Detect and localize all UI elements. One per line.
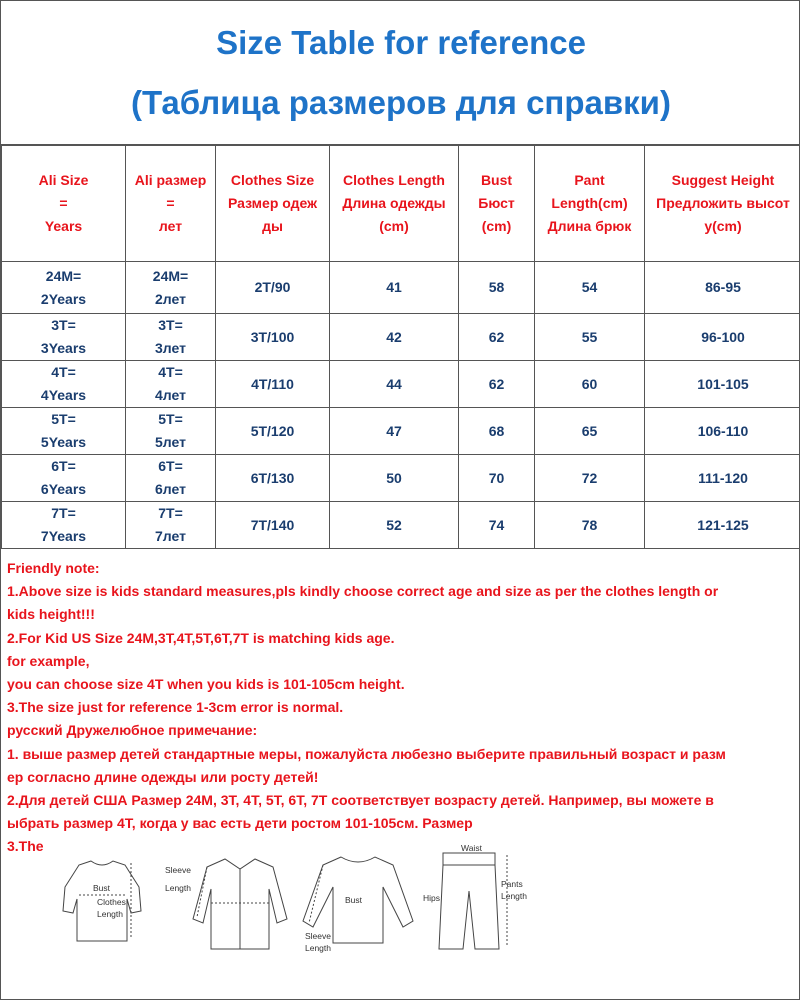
cell-pant-length: 60 <box>535 361 645 408</box>
cell-ali-size: 5T= 5Years <box>2 408 126 455</box>
cell-clothes-length: 42 <box>330 314 459 361</box>
measurement-diagram <box>57 839 537 957</box>
header-ali-size-ru: Ali размер = лет <box>126 146 216 262</box>
cell-ali-size: 24M= 2Years <box>2 262 126 314</box>
note-line: for example, <box>7 652 90 669</box>
cell-pant-length: 65 <box>535 408 645 455</box>
pants-label: Pants <box>501 879 523 889</box>
note-line: 3.The <box>7 838 44 855</box>
cell-height: 111-120 <box>645 455 800 502</box>
hips-label: Hips <box>423 893 441 903</box>
note-line: ыбрать размер 4T, когда у вас есть дети ростом 101-105см. Размер <box>7 815 473 832</box>
cell-height: 101-105 <box>645 361 800 408</box>
clothes-label: Clothes <box>97 897 126 907</box>
cell-bust: 68 <box>459 408 535 455</box>
cell-bust: 58 <box>459 262 535 314</box>
cell-pant-length: 54 <box>535 262 645 314</box>
cell-ali-size-ru: 7T= 7лет <box>126 502 216 549</box>
table-row <box>2 361 800 408</box>
cell-ali-size: 3T= 3Years <box>2 314 126 361</box>
cell-clothes-length: 47 <box>330 408 459 455</box>
cell-clothes-size: 3T/100 <box>216 314 330 361</box>
cell-clothes-length: 41 <box>330 262 459 314</box>
table-row <box>2 502 800 549</box>
note-line: kids height!!! <box>7 606 95 623</box>
sleeve2-label: Sleeve <box>305 931 331 941</box>
waist-label: Waist <box>461 843 482 853</box>
header-bust: Bust Бюст (cm) <box>459 146 535 262</box>
note-line: ер согласно длине одежды или росту детей! <box>7 768 319 785</box>
cell-bust: 74 <box>459 502 535 549</box>
size-table <box>1 145 800 549</box>
cell-clothes-length: 52 <box>330 502 459 549</box>
note-line: 3.The size just for reference 1-3cm error is normal. <box>7 699 344 716</box>
shirt-sketch <box>193 859 287 949</box>
cell-ali-size: 4T= 4Years <box>2 361 126 408</box>
cell-ali-size: 6T= 6Years <box>2 455 126 502</box>
length-label: Length <box>97 909 123 919</box>
note-line: 1.Above size is kids standard measures,pls kindly choose correct age and size as per the clothes length or <box>7 583 719 600</box>
header-ali-size: Ali Size = Years <box>2 146 126 262</box>
table-row <box>2 314 800 361</box>
sleeve2-length-label: Length <box>305 943 331 953</box>
table-row <box>2 262 800 314</box>
friendly-notes <box>7 557 799 859</box>
cell-ali-size-ru: 3T= 3лет <box>126 314 216 361</box>
cell-clothes-size: 6T/130 <box>216 455 330 502</box>
cell-height: 121-125 <box>645 502 800 549</box>
note-line: 1. выше размер детей стандартные меры, пожалуйста любезно выберите правильный возраст и разм <box>7 745 726 762</box>
header-clothes-size: Clothes Size Размер одеж ды <box>216 146 330 262</box>
diagram-bust-label: Bust <box>345 895 363 905</box>
table-row <box>2 455 800 502</box>
header-row <box>2 146 800 262</box>
title-russian: (Таблица размеров для справки) <box>131 84 671 121</box>
cell-height: 96-100 <box>645 314 800 361</box>
cell-height: 86-95 <box>645 262 800 314</box>
note-line: русский Дружелюбное примечание: <box>7 722 258 739</box>
cell-clothes-size: 4T/110 <box>216 361 330 408</box>
cell-clothes-length: 50 <box>330 455 459 502</box>
cell-clothes-size: 2T/90 <box>216 262 330 314</box>
pants-sketch <box>439 853 507 949</box>
bust-label: Bust <box>93 883 111 893</box>
cell-height: 106-110 <box>645 408 800 455</box>
title-banner <box>1 1 800 145</box>
cell-ali-size-ru: 5T= 5лет <box>126 408 216 455</box>
cell-pant-length: 78 <box>535 502 645 549</box>
cell-clothes-length: 44 <box>330 361 459 408</box>
cell-ali-size-ru: 24M= 2лет <box>126 262 216 314</box>
sleeve-label: Sleeve <box>165 865 191 875</box>
table-row <box>2 408 800 455</box>
header-suggest-height: Suggest Height Предложить высот у(cm) <box>645 146 800 262</box>
note-line: 2.For Kid US Size 24M,3T,4T,5T,6T,7T is matching kids age. <box>7 629 395 646</box>
cell-pant-length: 72 <box>535 455 645 502</box>
cell-ali-size-ru: 4T= 4лет <box>126 361 216 408</box>
cell-ali-size-ru: 6T= 6лет <box>126 455 216 502</box>
header-pant-length: Pant Length(cm) Длина брюк <box>535 146 645 262</box>
note-line: 2.Для детей США Размер 24M, 3T, 4T, 5T, 6T, 7T соответствует возрасту детей. Например, вы можете в <box>7 792 714 809</box>
header-clothes-length: Clothes Length Длина одежды (cm) <box>330 146 459 262</box>
note-line: you can choose size 4T when you kids is 101-105cm height. <box>7 676 405 693</box>
cell-bust: 62 <box>459 361 535 408</box>
cell-bust: 70 <box>459 455 535 502</box>
cell-bust: 62 <box>459 314 535 361</box>
cell-ali-size: 7T= 7Years <box>2 502 126 549</box>
note-line: Friendly note: <box>7 560 100 576</box>
cell-clothes-size: 7T/140 <box>216 502 330 549</box>
sleeve-length-label: Length <box>165 883 191 893</box>
cell-pant-length: 55 <box>535 314 645 361</box>
title-english: Size Table for reference <box>216 24 586 61</box>
cell-clothes-size: 5T/120 <box>216 408 330 455</box>
pants-length-label: Length <box>501 891 527 901</box>
